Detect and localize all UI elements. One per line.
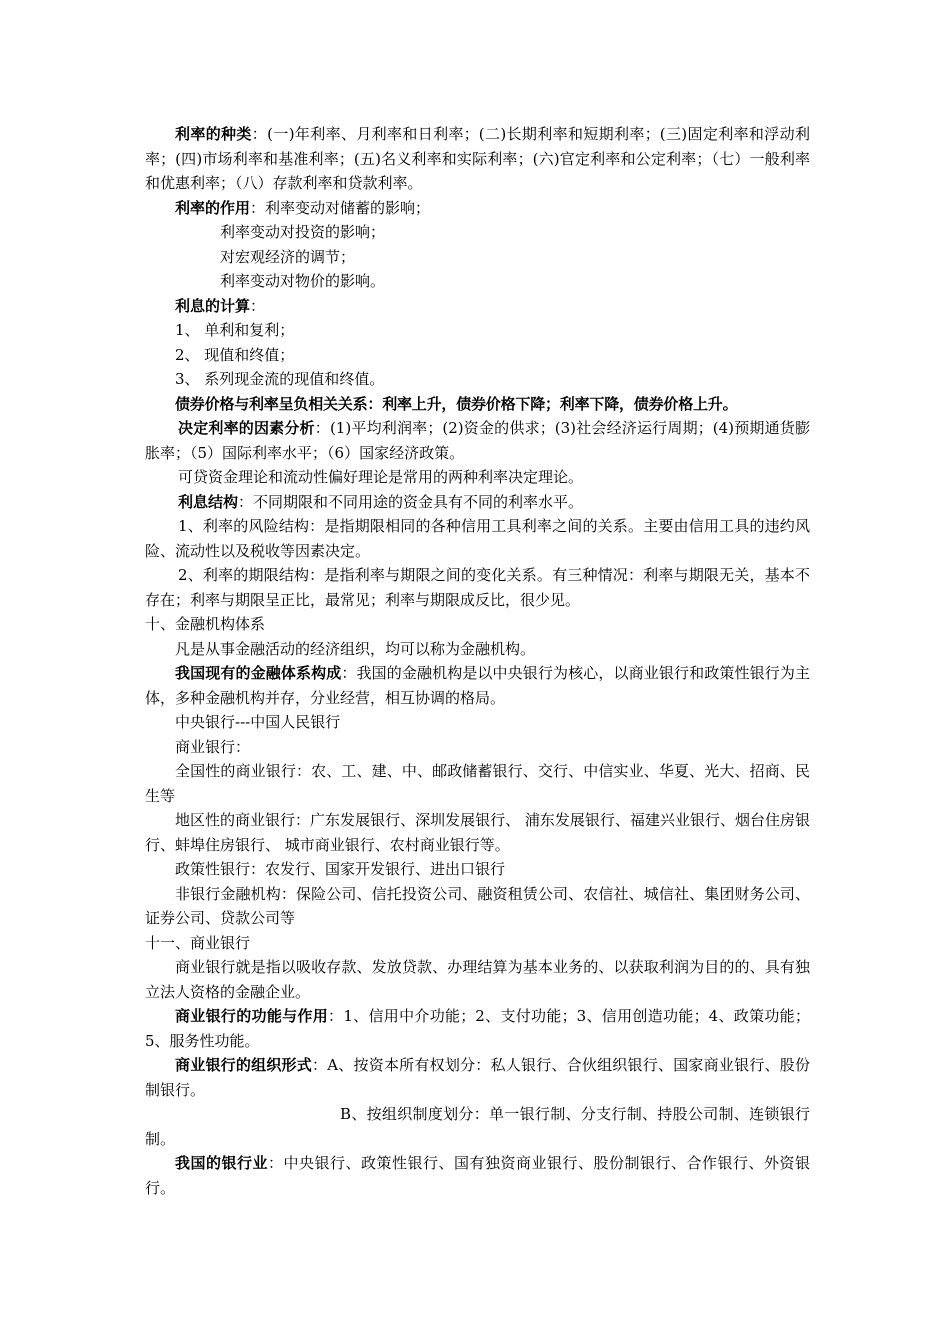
bank-function-label: 商业银行的功能与作用 [175,1007,329,1025]
interest-calc-item: 3、 系列现金流的现值和终值。 [175,370,385,388]
rate-role-paragraph [145,196,810,221]
bond-relation: 债券价格与利率呈负相关关系：利率上升，债券价格下降；利率下降，债券价格上升。 [175,394,738,413]
bank-org-paragraph [145,1053,810,1102]
nonbank-paragraph: 非银行金融机构：保险公司、信托投资公司、融资租赁公司、农信社、城信社、集团财务公司、证券公司、贷款公司等 [145,884,810,927]
section10-definition: 凡是从事金融活动的经济组织，均可以称为金融机构。 [175,639,536,658]
interest-calc-colon: ： [250,296,266,315]
rate-role-item: 利率变动对物价的影响。 [220,272,386,290]
interest-calc-label: 利息的计算 [175,296,251,315]
bank-org-label: 商业银行的组织形式 [175,1056,313,1074]
interest-calc-heading [145,294,810,319]
document-page [145,122,810,1200]
financial-system-text: ：我国的金融机构是以中央银行为核心，以商业银行和政策性银行为主体，多种金融机构并存，分业经营，相互协调的格局。 [145,664,810,707]
bank-org-paragraph-b: B、按组织制度划分：单一银行制、分支行制、持股公司制、连锁银行制。 [145,1105,810,1148]
bank-org-text-a: ：A、按资本所有权划分：私人银行、合伙组织银行、国家商业银行、股份制银行。 [145,1056,810,1099]
financial-system-label: 我国现有的金融体系构成 [175,664,342,682]
regional-banks-paragraph: 地区性的商业银行：广东发展银行、深圳发展银行、 浦东发展银行、福建兴业银行、烟台住房银行、蚌埠住房银行、 城市商业银行、农村商业银行等。 [145,811,810,854]
factors-label: 决定利率的因素分析 [178,419,315,437]
bank-function-text: ：1、信用中介功能；2、支付功能；3、信用创造功能；4、政策功能；5、服务性功能。 [145,1007,810,1050]
theories-paragraph: 可贷资金理论和流动性偏好理论是常用的两种利率决定理论。 [178,468,584,486]
bank-function-paragraph [145,1004,810,1053]
section11-title: 十一、商业银行 [145,933,251,952]
rate-types-paragraph [145,122,810,196]
interest-calc-item: 2、 现值和终值； [175,345,295,364]
banking-industry-paragraph [145,1151,810,1200]
policy-banks-line: 政策性银行：农发行、国家开发银行、进出口银行 [175,860,506,878]
interest-calc-item: 1、 单利和复利； [175,321,295,339]
national-banks-paragraph: 全国性的商业银行：农、工、建、中、邮政储蓄银行、交行、中信实业、华夏、光大、招商、民生等 [145,762,810,805]
term-structure-paragraph: 2、利率的期限结构：是指利率与期限之间的变化关系。有三种情况：利率与期限无关，基本不存在；利率与期限呈正比，最常见；利率与期限成反比，很少见。 [145,566,810,609]
structure-label: 利息结构 [178,492,239,511]
commercial-bank-line: 商业银行： [175,737,251,756]
section10-title: 十、金融机构体系 [145,615,266,633]
rate-role-item: 利率变动对投资的影响； [220,223,386,241]
rate-role-label: 利率的作用 [175,198,251,217]
section11-definition: 商业银行就是指以吸收存款、发放贷款、办理结算为基本业务的、以获取利润为目的的、具有独立法人资格的金融企业。 [145,958,810,1001]
banking-industry-label: 我国的银行业 [175,1154,268,1172]
structure-text: ：不同期限和不同用途的资金具有不同的利率水平。 [238,492,584,511]
factors-paragraph [145,416,810,465]
factors-text: ：(1)平均利润率；(2)资金的供求；(3)社会经济运行周期；(4)预期通货膨胀率；（5）国际利率水平；（6）国家经济政策。 [145,419,810,462]
central-bank-line: 中央银行---中国人民银行 [175,713,341,731]
rate-types-label: 利率的种类 [175,125,252,143]
risk-structure-paragraph: 1、利率的风险结构：是指期限相同的各种信用工具利率之间的关系。主要由信用工具的违约风险、流动性以及税收等因素决定。 [145,517,810,560]
rate-role-item: 对宏观经济的调节； [220,247,356,266]
structure-paragraph [145,490,810,515]
financial-system-paragraph [145,661,810,710]
rate-types-text: ：(一)年利率、月利率和日利率；(二)长期利率和短期利率；(三)固定利率和浮动利率；(四)市场利率和基准利率；(五)名义利率和实际利率；(六)官定利率和公定利率；（七）一般利率和优惠利率；（八）存款利率和贷款利率。 [145,125,810,192]
rate-role-first: ：利率变动对储蓄的影响； [250,198,431,217]
banking-industry-text: ：中央银行、政策性银行、国有独资商业银行、股份制银行、合作银行、外资银行。 [145,1154,810,1197]
